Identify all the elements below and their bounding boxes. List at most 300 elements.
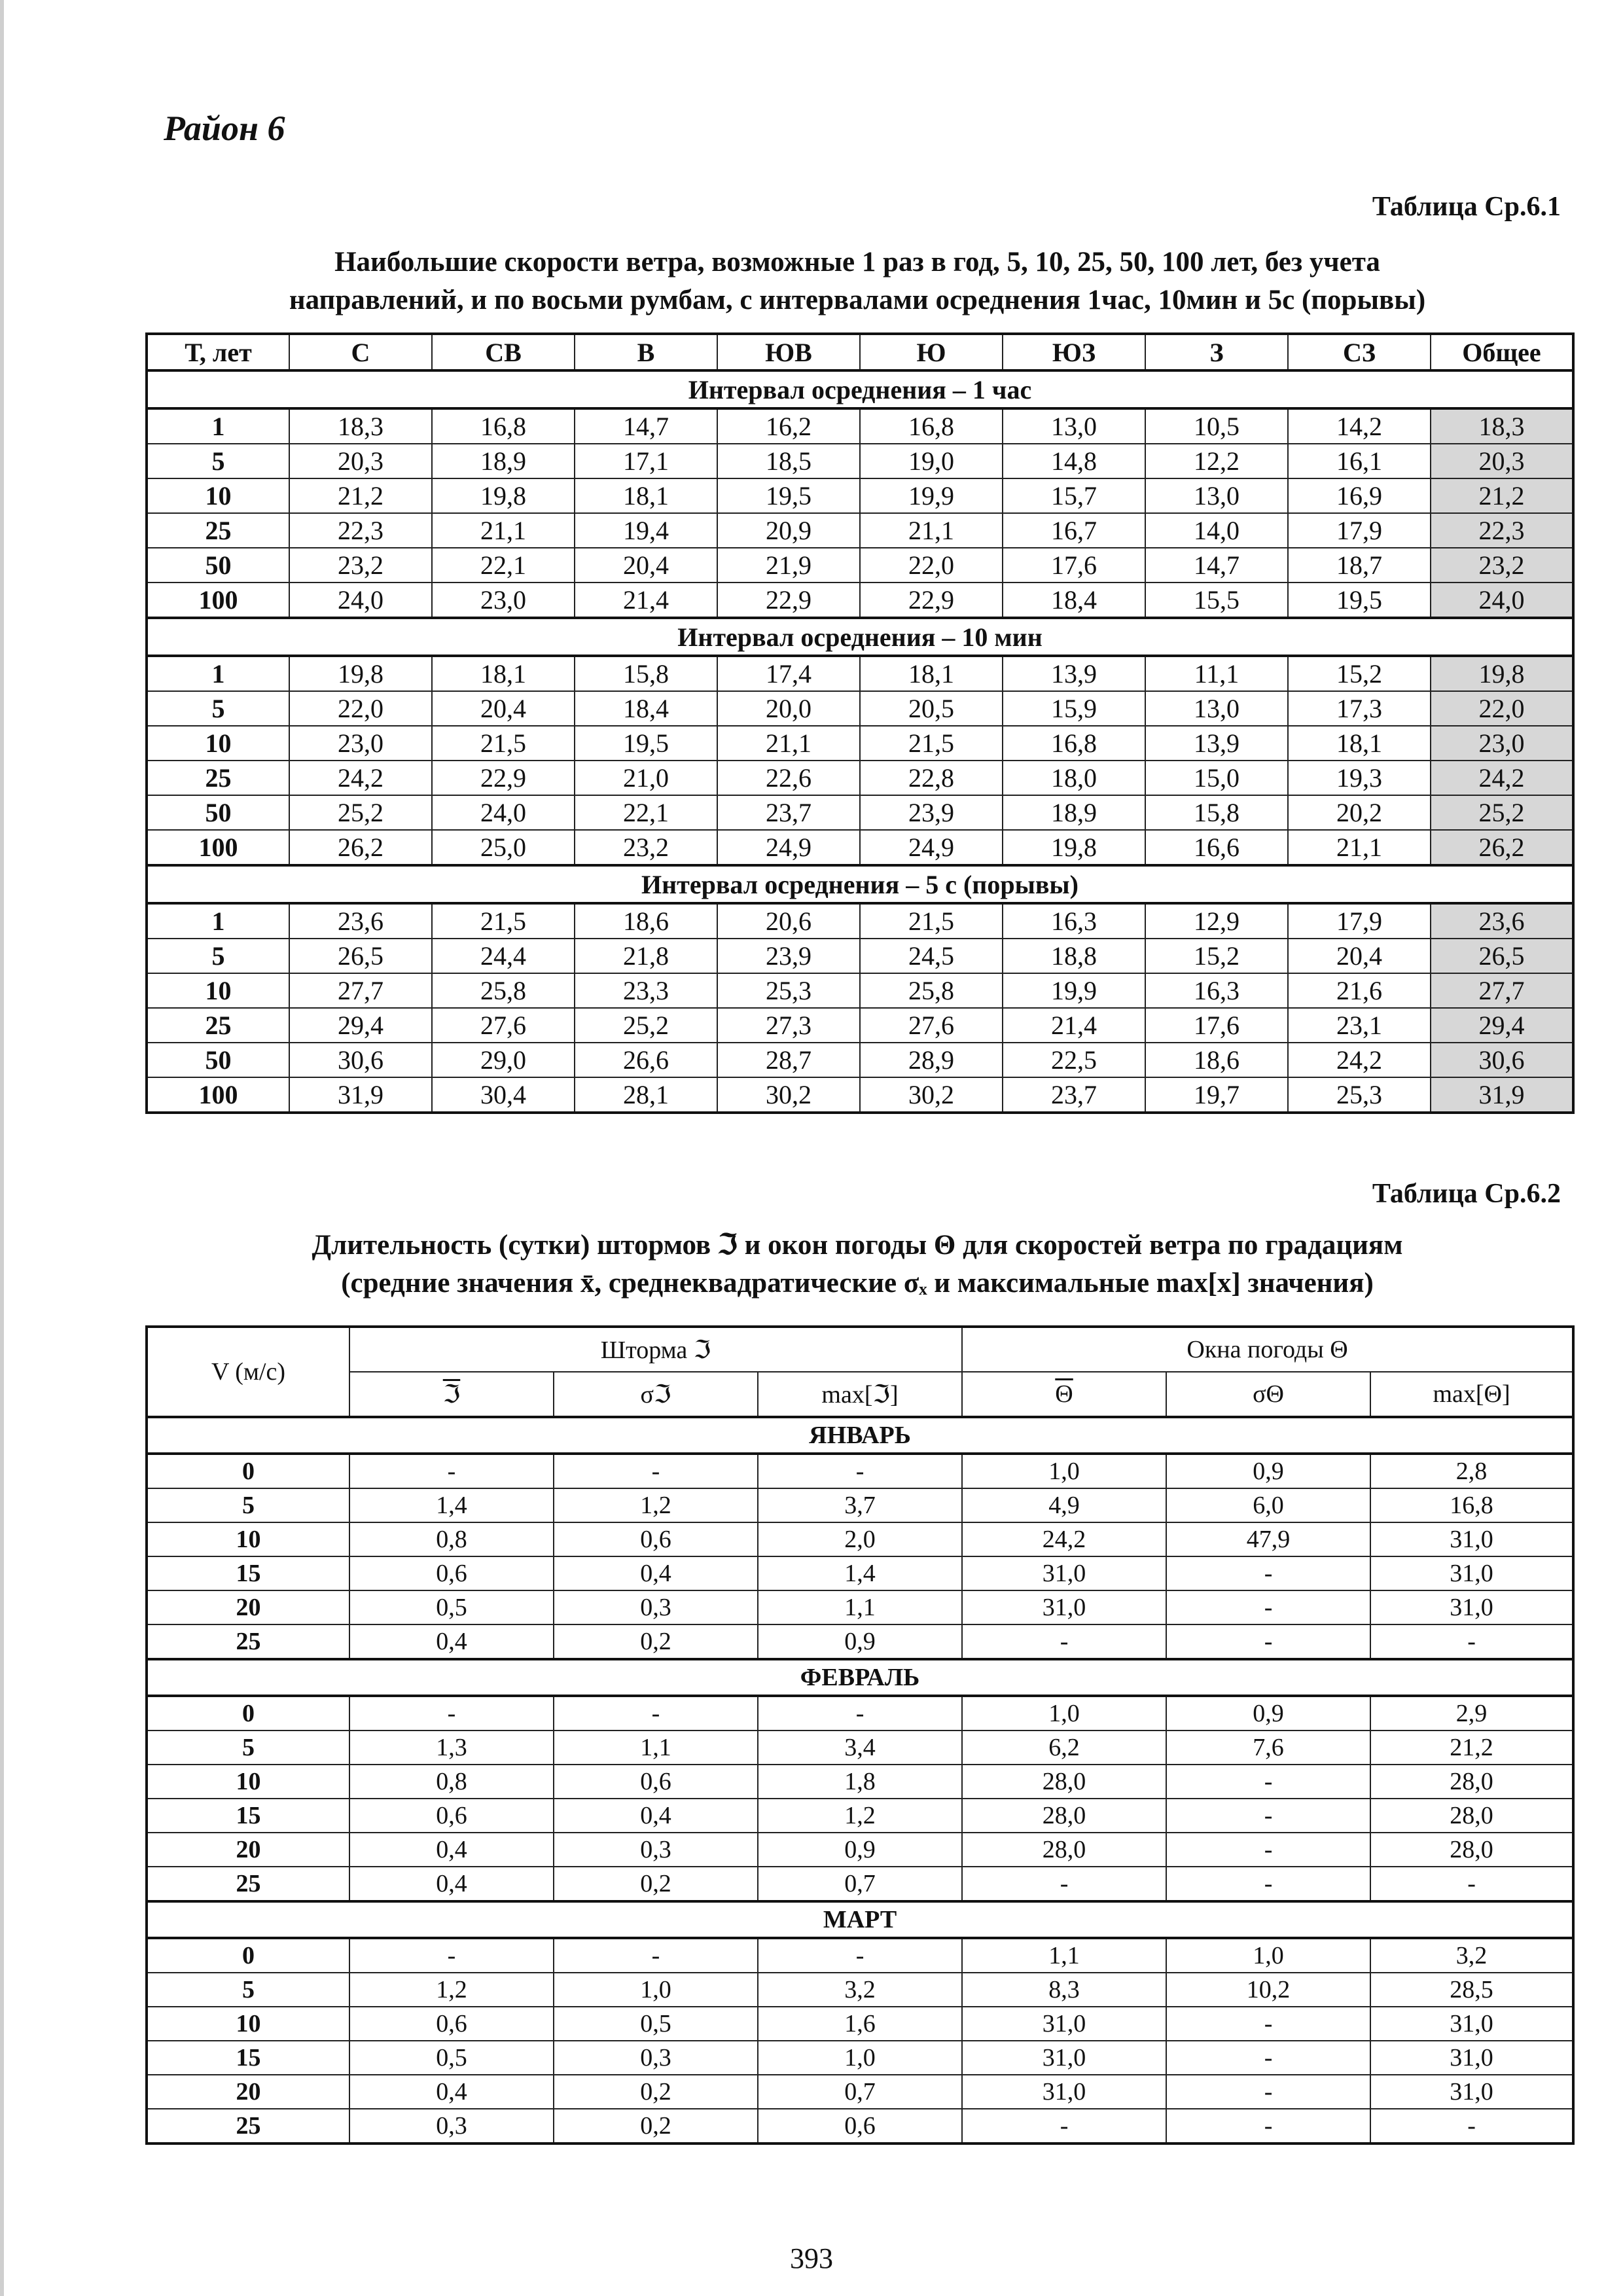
table1-header-cell: В: [575, 334, 717, 370]
value-cell: 19,5: [717, 478, 860, 513]
value-cell: 1,1: [554, 1731, 758, 1765]
table1-title-line1: Наибольшие скорости ветра, возможные 1 раз в год, 5, 10, 25, 50, 100 лет, без учета: [334, 247, 1380, 278]
speed-cell: 5: [147, 1973, 349, 2007]
table2-sub-header-cell: max[ℑ]: [758, 1372, 962, 1417]
table-row: [147, 548, 1573, 583]
value-cell: 20,5: [860, 691, 1003, 726]
value-cell: 18,1: [1288, 726, 1431, 761]
value-cell: 19,9: [1003, 973, 1145, 1008]
value-cell: 26,6: [575, 1043, 717, 1077]
value-cell: 1,0: [1166, 1938, 1370, 1973]
value-cell: 25,3: [1288, 1077, 1431, 1113]
return-period-cell: 5: [147, 939, 289, 973]
value-cell: 21,8: [575, 939, 717, 973]
value-cell: 15,2: [1288, 656, 1431, 691]
value-cell: 18,4: [575, 691, 717, 726]
table-row: [147, 1556, 1573, 1590]
value-cell: 1,0: [554, 1973, 758, 2007]
value-cell: 0,4: [349, 1867, 554, 1901]
value-cell: -: [962, 1867, 1166, 1901]
value-cell: 0,4: [554, 1556, 758, 1590]
return-period-cell: 10: [147, 973, 289, 1008]
speed-cell: 20: [147, 2075, 349, 2109]
value-cell: 15,2: [1145, 939, 1288, 973]
table-row: [147, 726, 1573, 761]
value-cell: 31,0: [1370, 2075, 1573, 2109]
speed-cell: 15: [147, 1799, 349, 1833]
value-cell: 20,4: [575, 548, 717, 583]
value-cell: -: [1166, 1624, 1370, 1659]
return-period-cell: 50: [147, 795, 289, 830]
value-cell: 19,8: [1003, 830, 1145, 865]
value-cell: 25,2: [1431, 795, 1573, 830]
table-row: [147, 1799, 1573, 1833]
value-cell: 13,0: [1145, 691, 1288, 726]
value-cell: 30,2: [860, 1077, 1003, 1113]
return-period-cell: 5: [147, 444, 289, 478]
section-title: Интервал осреднения – 1 час: [147, 370, 1573, 408]
value-cell: 22,0: [860, 548, 1003, 583]
value-cell: 18,7: [1288, 548, 1431, 583]
value-cell: 24,4: [432, 939, 575, 973]
value-cell: 23,0: [1431, 726, 1573, 761]
speed-cell: 25: [147, 1624, 349, 1659]
return-period-cell: 1: [147, 903, 289, 939]
value-cell: 2,8: [1370, 1454, 1573, 1488]
value-cell: 0,6: [554, 1765, 758, 1799]
value-cell: 21,9: [717, 548, 860, 583]
speed-cell: 0: [147, 1938, 349, 1973]
value-cell: 23,0: [289, 726, 432, 761]
table2-sub-header-row: [147, 1372, 1573, 1417]
table1-title: [144, 243, 1571, 319]
value-cell: 0,4: [554, 1799, 758, 1833]
value-cell: -: [1166, 2109, 1370, 2144]
value-cell: -: [1166, 1590, 1370, 1624]
table-row: [147, 444, 1573, 478]
value-cell: 15,7: [1003, 478, 1145, 513]
value-cell: 0,6: [554, 1522, 758, 1556]
value-cell: 15,8: [1145, 795, 1288, 830]
value-cell: 21,5: [860, 726, 1003, 761]
value-cell: -: [554, 1454, 758, 1488]
value-cell: 1,6: [758, 2007, 962, 2041]
value-cell: 24,2: [1431, 761, 1573, 795]
table-row: [147, 903, 1573, 939]
value-cell: 16,7: [1003, 513, 1145, 548]
wind-speed-table: [145, 332, 1575, 1114]
speed-cell: 10: [147, 1765, 349, 1799]
table1-header-cell: Общее: [1431, 334, 1573, 370]
value-cell: 24,2: [1288, 1043, 1431, 1077]
value-cell: 30,2: [717, 1077, 860, 1113]
value-cell: -: [1166, 1867, 1370, 1901]
value-cell: 14,7: [575, 408, 717, 444]
value-cell: 22,1: [575, 795, 717, 830]
value-cell: 3,2: [1370, 1938, 1573, 1973]
table2-label: Таблица Ср.6.2: [1372, 1179, 1561, 1209]
value-cell: 25,8: [860, 973, 1003, 1008]
value-cell: -: [349, 1454, 554, 1488]
value-cell: 21,5: [432, 903, 575, 939]
return-period-cell: 25: [147, 513, 289, 548]
value-cell: 24,2: [962, 1522, 1166, 1556]
value-cell: 31,0: [1370, 2007, 1573, 2041]
value-cell: 21,4: [1003, 1008, 1145, 1043]
value-cell: 7,6: [1166, 1731, 1370, 1765]
value-cell: 23,9: [860, 795, 1003, 830]
table2-sub-header-cell: $\overline{\Theta}$: [962, 1372, 1166, 1417]
value-cell: 24,5: [860, 939, 1003, 973]
value-cell: 0,2: [554, 1624, 758, 1659]
table-row: [147, 1696, 1573, 1731]
value-cell: 1,0: [962, 1696, 1166, 1731]
return-period-cell: 1: [147, 408, 289, 444]
value-cell: 22,9: [717, 583, 860, 618]
value-cell: -: [1166, 1799, 1370, 1833]
value-cell: 21,1: [432, 513, 575, 548]
value-cell: 20,2: [1288, 795, 1431, 830]
table-row: [147, 1488, 1573, 1522]
value-cell: 25,3: [717, 973, 860, 1008]
value-cell: 0,7: [758, 2075, 962, 2109]
table-row: [147, 830, 1573, 865]
table1-header-cell: СЗ: [1288, 334, 1431, 370]
value-cell: 25,8: [432, 973, 575, 1008]
speed-cell: 0: [147, 1454, 349, 1488]
table-row: [147, 583, 1573, 618]
value-cell: 0,2: [554, 1867, 758, 1901]
table-row: [147, 939, 1573, 973]
region-title: Район 6: [164, 109, 285, 148]
return-period-cell: 25: [147, 761, 289, 795]
value-cell: 1,0: [962, 1454, 1166, 1488]
table-row: [147, 1590, 1573, 1624]
value-cell: 23,7: [1003, 1077, 1145, 1113]
value-cell: 31,0: [1370, 1590, 1573, 1624]
value-cell: 22,0: [289, 691, 432, 726]
value-cell: 24,9: [717, 830, 860, 865]
value-cell: 29,4: [1431, 1008, 1573, 1043]
value-cell: 18,8: [1003, 939, 1145, 973]
value-cell: 20,4: [432, 691, 575, 726]
table1-header-cell: ЮЗ: [1003, 334, 1145, 370]
value-cell: 27,7: [1431, 973, 1573, 1008]
value-cell: 31,0: [962, 2041, 1166, 2075]
table2-group-header-row: [147, 1327, 1573, 1372]
section-title: Интервал осреднения – 10 мин: [147, 618, 1573, 656]
value-cell: 1,2: [554, 1488, 758, 1522]
header-storms: Шторма ℑ: [349, 1327, 962, 1372]
value-cell: 1,3: [349, 1731, 554, 1765]
value-cell: 28,0: [962, 1833, 1166, 1867]
speed-cell: 25: [147, 1867, 349, 1901]
speed-cell: 25: [147, 2109, 349, 2144]
value-cell: 21,0: [575, 761, 717, 795]
value-cell: 21,2: [1431, 478, 1573, 513]
value-cell: 17,9: [1288, 903, 1431, 939]
value-cell: 23,0: [432, 583, 575, 618]
value-cell: 18,3: [289, 408, 432, 444]
value-cell: 0,8: [349, 1522, 554, 1556]
value-cell: 17,6: [1145, 1008, 1288, 1043]
value-cell: 18,6: [1145, 1043, 1288, 1077]
value-cell: 17,1: [575, 444, 717, 478]
table1-header-cell: З: [1145, 334, 1288, 370]
value-cell: 0,5: [554, 2007, 758, 2041]
value-cell: 24,0: [289, 583, 432, 618]
value-cell: 28,0: [962, 1765, 1166, 1799]
value-cell: 23,9: [717, 939, 860, 973]
value-cell: 0,4: [349, 2075, 554, 2109]
value-cell: 19,0: [860, 444, 1003, 478]
table-row: [147, 1938, 1573, 1973]
value-cell: 28,0: [1370, 1765, 1573, 1799]
table-row: [147, 656, 1573, 691]
value-cell: 18,3: [1431, 408, 1573, 444]
value-cell: 28,7: [717, 1043, 860, 1077]
value-cell: 16,8: [1003, 726, 1145, 761]
table-row: [147, 795, 1573, 830]
value-cell: 23,6: [1431, 903, 1573, 939]
value-cell: 26,5: [1431, 939, 1573, 973]
value-cell: 23,2: [289, 548, 432, 583]
value-cell: 27,3: [717, 1008, 860, 1043]
value-cell: 30,6: [289, 1043, 432, 1077]
value-cell: 16,8: [1370, 1488, 1573, 1522]
value-cell: 22,1: [432, 548, 575, 583]
value-cell: 19,7: [1145, 1077, 1288, 1113]
speed-cell: 10: [147, 1522, 349, 1556]
value-cell: 31,9: [1431, 1077, 1573, 1113]
value-cell: 20,0: [717, 691, 860, 726]
value-cell: -: [349, 1938, 554, 1973]
value-cell: 0,2: [554, 2109, 758, 2144]
value-cell: 2,0: [758, 1522, 962, 1556]
value-cell: 24,9: [860, 830, 1003, 865]
month-row: [147, 1901, 1573, 1938]
value-cell: 6,0: [1166, 1488, 1370, 1522]
table1-header-cell: ЮВ: [717, 334, 860, 370]
return-period-cell: 10: [147, 478, 289, 513]
value-cell: 1,8: [758, 1765, 962, 1799]
value-cell: 16,8: [432, 408, 575, 444]
value-cell: 15,0: [1145, 761, 1288, 795]
value-cell: -: [1166, 2007, 1370, 2041]
header-v: V (м/с): [147, 1327, 349, 1417]
value-cell: -: [758, 1696, 962, 1731]
month-title: МАРТ: [147, 1901, 1573, 1938]
value-cell: 18,1: [575, 478, 717, 513]
value-cell: 23,3: [575, 973, 717, 1008]
value-cell: 0,8: [349, 1765, 554, 1799]
table1-title-line2: направлений, и по восьми румбам, с интервалами осреднения 1час, 10мин и 5с (порывы): [289, 285, 1426, 315]
table-row: [147, 1867, 1573, 1901]
value-cell: 0,4: [349, 1624, 554, 1659]
value-cell: 22,9: [432, 761, 575, 795]
value-cell: 1,4: [349, 1488, 554, 1522]
value-cell: 16,3: [1003, 903, 1145, 939]
value-cell: 15,9: [1003, 691, 1145, 726]
table-row: [147, 1008, 1573, 1043]
value-cell: 23,1: [1288, 1008, 1431, 1043]
value-cell: 47,9: [1166, 1522, 1370, 1556]
month-row: [147, 1417, 1573, 1454]
value-cell: 0,6: [349, 1556, 554, 1590]
value-cell: 29,0: [432, 1043, 575, 1077]
table-row: [147, 691, 1573, 726]
table-row: [147, 1454, 1573, 1488]
value-cell: 17,3: [1288, 691, 1431, 726]
value-cell: 28,0: [962, 1799, 1166, 1833]
value-cell: 0,9: [1166, 1696, 1370, 1731]
value-cell: 3,2: [758, 1973, 962, 2007]
value-cell: 21,4: [575, 583, 717, 618]
return-period-cell: 100: [147, 583, 289, 618]
speed-cell: 15: [147, 2041, 349, 2075]
value-cell: 14,0: [1145, 513, 1288, 548]
value-cell: 0,5: [349, 2041, 554, 2075]
value-cell: 0,6: [349, 1799, 554, 1833]
value-cell: 28,5: [1370, 1973, 1573, 2007]
value-cell: 1,2: [349, 1973, 554, 2007]
table-row: [147, 1522, 1573, 1556]
value-cell: 28,9: [860, 1043, 1003, 1077]
return-period-cell: 10: [147, 726, 289, 761]
value-cell: 19,9: [860, 478, 1003, 513]
value-cell: 18,9: [1003, 795, 1145, 830]
value-cell: 18,6: [575, 903, 717, 939]
value-cell: 19,8: [432, 478, 575, 513]
table2-sub-header-cell: ℑ: [349, 1372, 554, 1417]
table2-sub-header-cell: σℑ: [554, 1372, 758, 1417]
return-period-cell: 25: [147, 1008, 289, 1043]
value-cell: 22,0: [1431, 691, 1573, 726]
value-cell: 31,0: [962, 2075, 1166, 2109]
value-cell: 15,8: [575, 656, 717, 691]
value-cell: 24,2: [289, 761, 432, 795]
value-cell: 22,3: [1431, 513, 1573, 548]
value-cell: 0,6: [349, 2007, 554, 2041]
value-cell: 2,9: [1370, 1696, 1573, 1731]
value-cell: 13,0: [1145, 478, 1288, 513]
table-row: [147, 1043, 1573, 1077]
value-cell: -: [758, 1938, 962, 1973]
value-cell: 14,7: [1145, 548, 1288, 583]
value-cell: 13,0: [1003, 408, 1145, 444]
value-cell: -: [554, 1696, 758, 1731]
value-cell: 31,0: [962, 2007, 1166, 2041]
value-cell: 30,6: [1431, 1043, 1573, 1077]
value-cell: 0,2: [554, 2075, 758, 2109]
value-cell: 10,2: [1166, 1973, 1370, 2007]
value-cell: 20,6: [717, 903, 860, 939]
value-cell: -: [1370, 1867, 1573, 1901]
table-row: [147, 513, 1573, 548]
table-row: [147, 1973, 1573, 2007]
value-cell: 22,8: [860, 761, 1003, 795]
value-cell: 22,9: [860, 583, 1003, 618]
value-cell: -: [1166, 2041, 1370, 2075]
value-cell: 1,4: [758, 1556, 962, 1590]
return-period-cell: 1: [147, 656, 289, 691]
value-cell: 13,9: [1145, 726, 1288, 761]
value-cell: 23,2: [1431, 548, 1573, 583]
value-cell: 16,6: [1145, 830, 1288, 865]
value-cell: 31,0: [962, 1556, 1166, 1590]
value-cell: 13,9: [1003, 656, 1145, 691]
storm-duration-table: [145, 1325, 1575, 2145]
speed-cell: 5: [147, 1488, 349, 1522]
table-row: [147, 761, 1573, 795]
value-cell: 29,4: [289, 1008, 432, 1043]
table2-sub-header-cell: σΘ: [1166, 1372, 1370, 1417]
value-cell: 23,7: [717, 795, 860, 830]
return-period-cell: 50: [147, 1043, 289, 1077]
speed-cell: 0: [147, 1696, 349, 1731]
value-cell: 6,2: [962, 1731, 1166, 1765]
value-cell: 24,0: [432, 795, 575, 830]
value-cell: 28,1: [575, 1077, 717, 1113]
value-cell: 1,0: [758, 2041, 962, 2075]
value-cell: 18,5: [717, 444, 860, 478]
value-cell: 1,1: [758, 1590, 962, 1624]
value-cell: 18,1: [432, 656, 575, 691]
return-period-cell: 100: [147, 830, 289, 865]
value-cell: -: [758, 1454, 962, 1488]
value-cell: 15,5: [1145, 583, 1288, 618]
table-row: [147, 1765, 1573, 1799]
value-cell: -: [1370, 2109, 1573, 2144]
value-cell: 21,1: [717, 726, 860, 761]
value-cell: 25,0: [432, 830, 575, 865]
value-cell: -: [962, 2109, 1166, 2144]
value-cell: 27,7: [289, 973, 432, 1008]
table-row: [147, 973, 1573, 1008]
value-cell: 18,1: [860, 656, 1003, 691]
value-cell: 27,6: [432, 1008, 575, 1043]
value-cell: 3,4: [758, 1731, 962, 1765]
value-cell: 31,9: [289, 1077, 432, 1113]
value-cell: -: [349, 1696, 554, 1731]
value-cell: 30,4: [432, 1077, 575, 1113]
section-row: [147, 865, 1573, 903]
table-row: [147, 2109, 1573, 2144]
value-cell: 24,0: [1431, 583, 1573, 618]
table-row: [147, 1731, 1573, 1765]
month-title: ФЕВРАЛЬ: [147, 1659, 1573, 1696]
value-cell: 0,6: [758, 2109, 962, 2144]
value-cell: 8,3: [962, 1973, 1166, 2007]
section-title: Интервал осреднения – 5 с (порывы): [147, 865, 1573, 903]
table-row: [147, 1624, 1573, 1659]
value-cell: 21,2: [1370, 1731, 1573, 1765]
binding-edge: [0, 0, 4, 2296]
value-cell: 21,1: [860, 513, 1003, 548]
value-cell: 0,3: [554, 1590, 758, 1624]
value-cell: 22,5: [1003, 1043, 1145, 1077]
value-cell: -: [1166, 1833, 1370, 1867]
return-period-cell: 5: [147, 691, 289, 726]
section-row: [147, 618, 1573, 656]
speed-cell: 20: [147, 1590, 349, 1624]
value-cell: 23,2: [575, 830, 717, 865]
value-cell: 26,5: [289, 939, 432, 973]
value-cell: 0,9: [758, 1624, 962, 1659]
table2-title-line1: Длительность (сутки) штормов ℑ и окон погоды Θ для скоростей ветра по градациям: [312, 1230, 1403, 1261]
page-number: 393: [790, 2242, 833, 2274]
value-cell: 18,4: [1003, 583, 1145, 618]
